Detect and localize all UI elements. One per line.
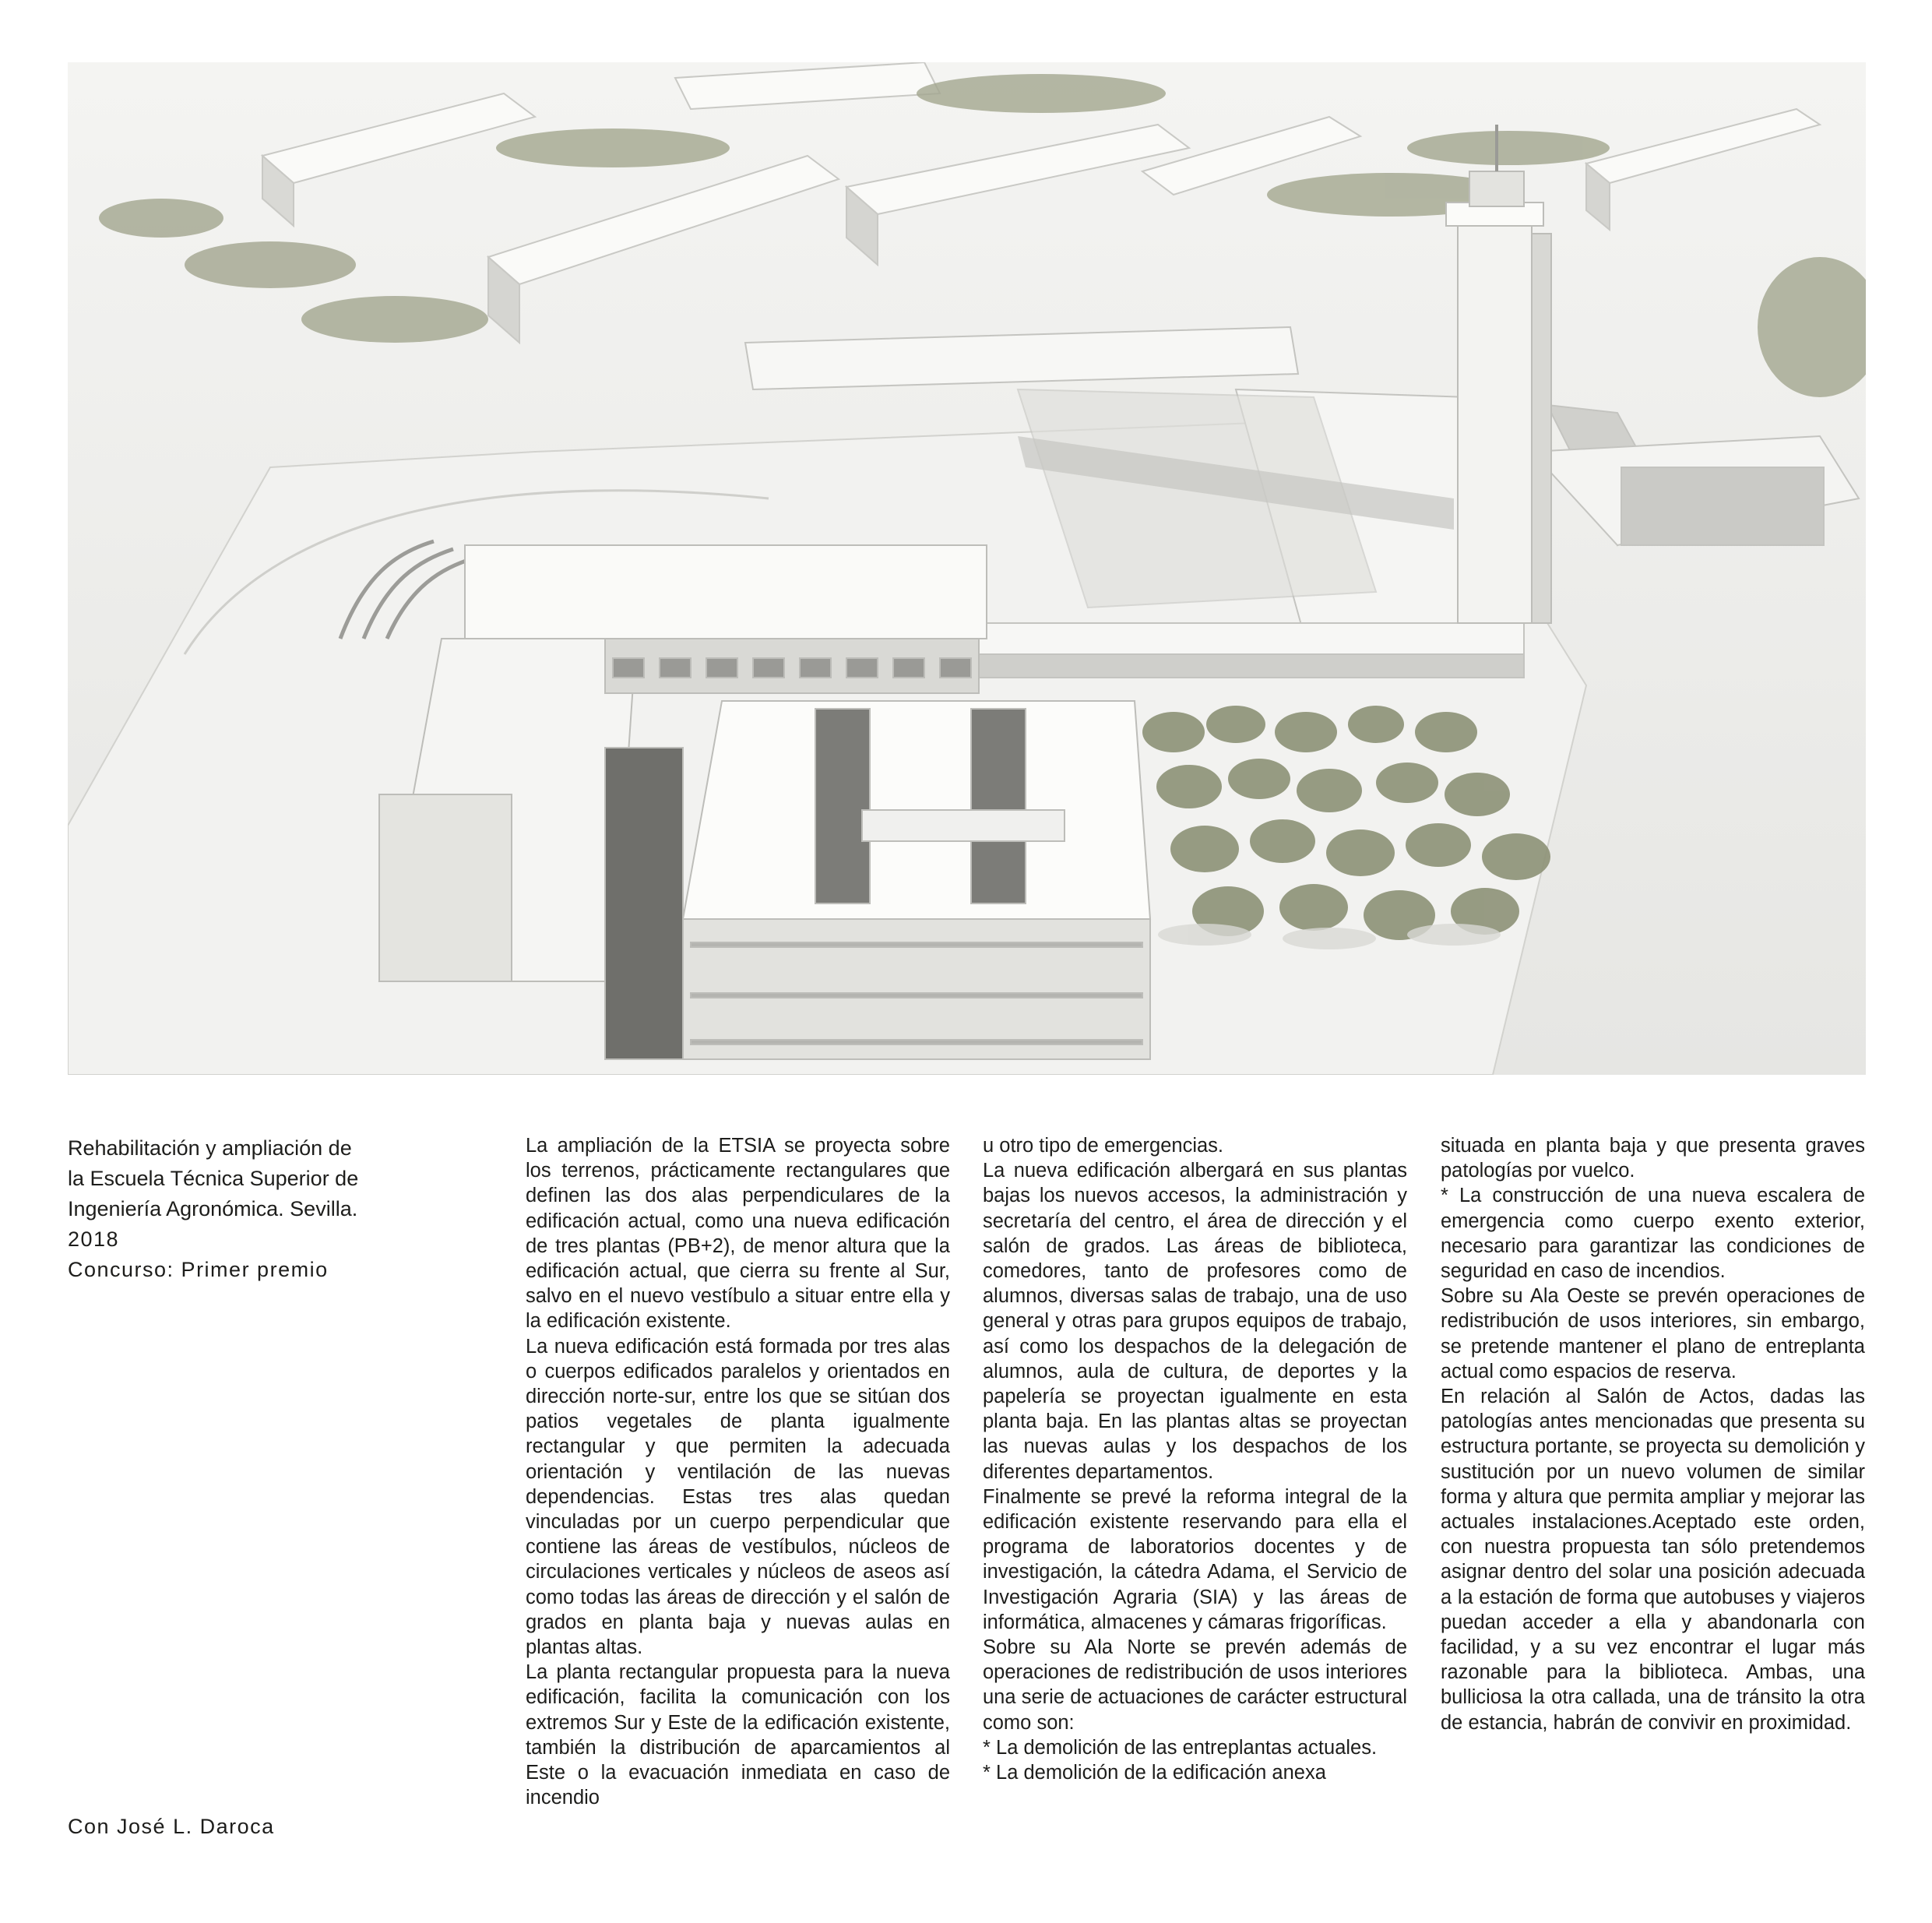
collaborator-credit: Con José L. Daroca (68, 1815, 275, 1838)
paragraph: * La demolición de las entreplantas actuales. (983, 1736, 1378, 1759)
caption-title-line: Rehabilitación y ampliación de (68, 1136, 352, 1160)
paragraph: u otro tipo de emergencias. (983, 1135, 1224, 1157)
caption-title-line: la Escuela Técnica Superior de (68, 1167, 359, 1190)
paragraph: * La construcción de una nueva escalera de emergencia como cuerpo exento exterior, necesario para garantizar las condiciones de seguridad en caso de incendios. (1441, 1185, 1865, 1283)
competition-award: Concurso: Primer premio (68, 1258, 329, 1281)
paragraph: En relación al Salón de Actos, dadas las patologías antes mencionadas que presenta su estructura portante, se proyecta su demolición y sustitución por un nuevo volumen de similar forma y altura que permita ampliar y mejorar las actuales instalaciones.Aceptado este orden, con nuestra propuesta tan sólo pretendemos asignar dentro del solar una posición adecuada a la estación de forma que autobuses y viajeros puedan acceder a ella y abandonarla con facilidad, y a su vez encontrar el lugar más razonable para la biblioteca. Ambas, una bulliciosa la otra callada, una de tránsito la otra de estancia, habrán de convivir en proximidad. (1441, 1386, 1865, 1734)
render-illustration (68, 62, 1866, 1075)
project-caption (68, 1133, 395, 1285)
paragraph: Sobre su Ala Norte se prevén además de operaciones de redistribución de usos interiores una serie de actuaciones de carácter estructural como son: (983, 1636, 1407, 1734)
paragraph: La nueva edificación está formada por tres alas o cuerpos edificados paralelos y orientados en dirección norte-sur, entre los que se sitúan dos patios vegetales de planta igualmente rectangular y que permiten la adecuada orientación y ventilación de las nuevas dependencias. Estas tres alas quedan vinculadas por un cuerpo perpendicular que contiene las áreas de vestíbulos, núcleos de circulaciones verticales y núcleos de aseos así como todas las áreas de dirección y el salón de grados en planta baja y nuevas aulas en plantas altas. (526, 1335, 950, 1659)
text-column-3 (1441, 1133, 1865, 1735)
paragraph: * La demolición de la edificación anexa (983, 1762, 1326, 1784)
paragraph: La ampliación de la ETSIA se proyecta sobre los terrenos, prácticamente rectangulares que definen las dos alas perpendiculares de la edificación actual, como una nueva edificación de tres plantas (PB+2), de menor altura que la edificación actual, que cierra su frente al Sur, salvo en el nuevo vestíbulo a situar entre ella y la edificación existente. (526, 1135, 950, 1333)
paragraph: Sobre su Ala Oeste se prevén operaciones de redistribución de usos interiores, sin embargo, se pretende mantener el plano de entreplanta actual como espacios de reserva. (1441, 1285, 1865, 1382)
text-column-2 (983, 1133, 1407, 1785)
text-column-1 (526, 1133, 950, 1810)
paragraph: situada en planta baja y que presenta graves patologías por vuelco. (1441, 1135, 1865, 1182)
caption-title-line: Ingeniería Agronómica. Sevilla. (68, 1197, 358, 1220)
paragraph: La nueva edificación albergará en sus plantas bajas los nuevos accesos, la administración y secretaría del centro, el área de dirección y el salón de grados. Las áreas de biblioteca, comedores, tanto de profesores como de alumnos, diversas salas de trabajo, una de uso general y otras para grupos equipos de trabajo, así como los despachos de la delegación de alumnos, aula de cultura, de deportes y la papelería se proyectan igualmente en esta planta baja. En las plantas altas se proyectan las nuevas aulas y los despachos de los diferentes departamentos. (983, 1160, 1407, 1483)
paragraph: La planta rectangular propuesta para la nueva edificación, facilita la comunicación con los extremos Sur y Este de la edificación existente, también la distribución de aparcamientos al Este o la evacuación inmediata en caso de incendio (526, 1661, 950, 1809)
aerial-render-image (68, 62, 1866, 1075)
paragraph: Finalmente se prevé la reforma integral de la edificación existente reservando para ella el programa de laboratorios docentes y de investigación, la cátedra Adama, el Servicio de Investigación Agraria (SIA) y las áreas de informática, almacenes y cámaras frigoríficas. (983, 1485, 1407, 1633)
project-year: 2018 (68, 1227, 120, 1251)
